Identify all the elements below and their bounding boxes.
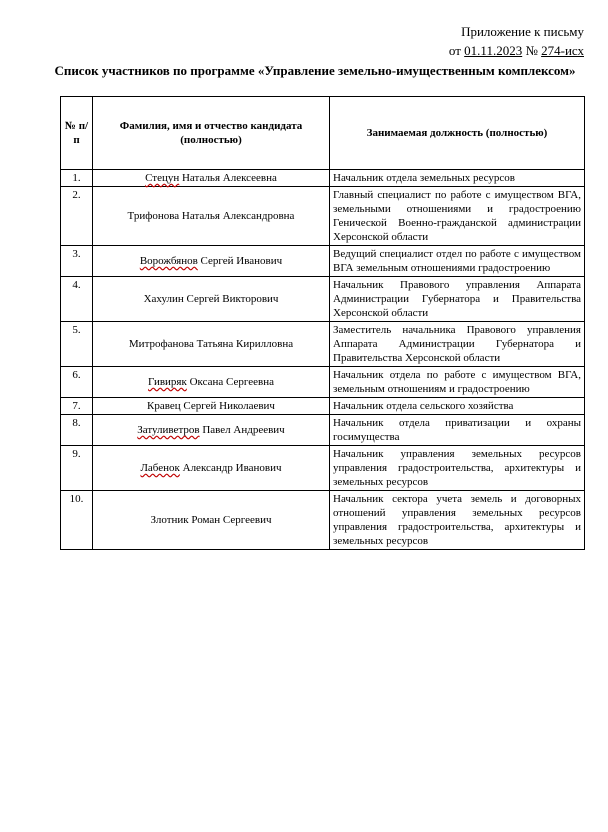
candidate-name-rest: Митрофанова Татьяна Кирилловна — [128, 338, 294, 350]
candidate-surname: Гивиряк — [148, 376, 187, 388]
header-position: Занимаемая должность (полностью) — [330, 97, 585, 170]
row-number: 4. — [61, 277, 93, 322]
row-number: 6. — [61, 367, 93, 398]
candidate-name — [93, 277, 330, 322]
candidate-surname: Стецун — [145, 172, 180, 184]
candidate-name — [93, 246, 330, 277]
row-number: 7. — [61, 398, 93, 415]
candidate-name — [93, 187, 330, 246]
candidate-name-rest: Трифонова Наталья Александровна — [127, 210, 295, 222]
candidate-name — [93, 491, 330, 550]
letter-reference — [449, 41, 584, 60]
candidate-surname: Затуливетров — [137, 424, 200, 436]
table-row — [61, 415, 585, 446]
table-row — [61, 446, 585, 491]
candidate-name-rest: Хахулин Сергей Викторович — [143, 293, 279, 305]
candidate-position: Ведущий специалист отдел по работе с имуществом ВГА земельным отношениями градостроению — [330, 246, 585, 277]
document-title: Список участников по программе «Управление земельно-имущественным комплексом» — [54, 63, 576, 78]
candidate-position: Начальник отдела по работе с имуществом ВГА, земельным отношениям и градостроению — [330, 367, 585, 398]
candidate-name — [93, 322, 330, 367]
candidate-position: Начальник сектора учета земель и договорных отношений управления земельных ресурсов управления градостроительства, архитектуры и земельных ресурсов — [330, 491, 585, 550]
candidate-position: Начальник Правового управления Аппарата Администрации Губернатора и Правительства Херсонской области — [330, 277, 585, 322]
table-header-row — [61, 97, 585, 170]
row-number: 10. — [61, 491, 93, 550]
table-row — [61, 170, 585, 187]
row-number: 3. — [61, 246, 93, 277]
candidate-position: Начальник отдела земельных ресурсов — [330, 170, 585, 187]
candidate-name-rest: Наталья Алексеевна — [179, 172, 277, 184]
row-number: 1. — [61, 170, 93, 187]
candidate-name — [93, 398, 330, 415]
candidate-position: Заместитель начальника Правового управления Аппарата Администрации Губернатора и Правительства Херсонской области — [330, 322, 585, 367]
row-number: 8. — [61, 415, 93, 446]
row-number: 2. — [61, 187, 93, 246]
table-row — [61, 367, 585, 398]
candidate-position: Начальник отдела сельского хозяйства — [330, 398, 585, 415]
candidate-position: Начальник управления земельных ресурсов управления градостроительства, архитектуры и земельных ресурсов — [330, 446, 585, 491]
candidate-name-rest: Кравец Сергей Николаевич — [147, 400, 275, 412]
appendix-line: Приложение к письму — [461, 24, 584, 39]
appendix-block — [449, 22, 584, 60]
candidate-name-rest: Злотник Роман Сергеевич — [150, 514, 272, 526]
candidate-name — [93, 415, 330, 446]
table-row — [61, 398, 585, 415]
table-row — [61, 491, 585, 550]
candidate-name — [93, 446, 330, 491]
row-number: 9. — [61, 446, 93, 491]
participants-table — [60, 96, 585, 550]
table-row — [61, 322, 585, 367]
candidate-name — [93, 367, 330, 398]
candidate-position: Начальник отдела приватизации и охраны госимущества — [330, 415, 585, 446]
candidate-position: Главный специалист по работе с имуществом ВГА, земельными отношениями и градостроению Генической Военно-гражданской администрации Херсонской области — [330, 187, 585, 246]
candidate-name-rest: Александр Иванович — [179, 462, 282, 474]
ref-number: 274-исх — [541, 43, 584, 58]
table-row — [61, 246, 585, 277]
candidate-name-rest: Павел Андреевич — [199, 424, 285, 436]
candidate-name — [93, 170, 330, 187]
table-row — [61, 277, 585, 322]
row-number: 5. — [61, 322, 93, 367]
ref-no-sign: № — [522, 43, 542, 58]
ref-date: 01.11.2023 — [464, 43, 523, 58]
table-row — [61, 187, 585, 246]
candidate-name-rest: Сергей Иванович — [197, 255, 283, 267]
ref-prefix: от — [448, 43, 465, 58]
candidate-name-rest: Оксана Сергеевна — [186, 376, 274, 388]
candidate-surname: Лабенок — [140, 462, 180, 474]
header-name: Фамилия, имя и отчество кандидата (полностью) — [93, 97, 330, 170]
candidate-surname: Ворожбянов — [139, 255, 198, 267]
header-num: № п/п — [61, 97, 93, 170]
